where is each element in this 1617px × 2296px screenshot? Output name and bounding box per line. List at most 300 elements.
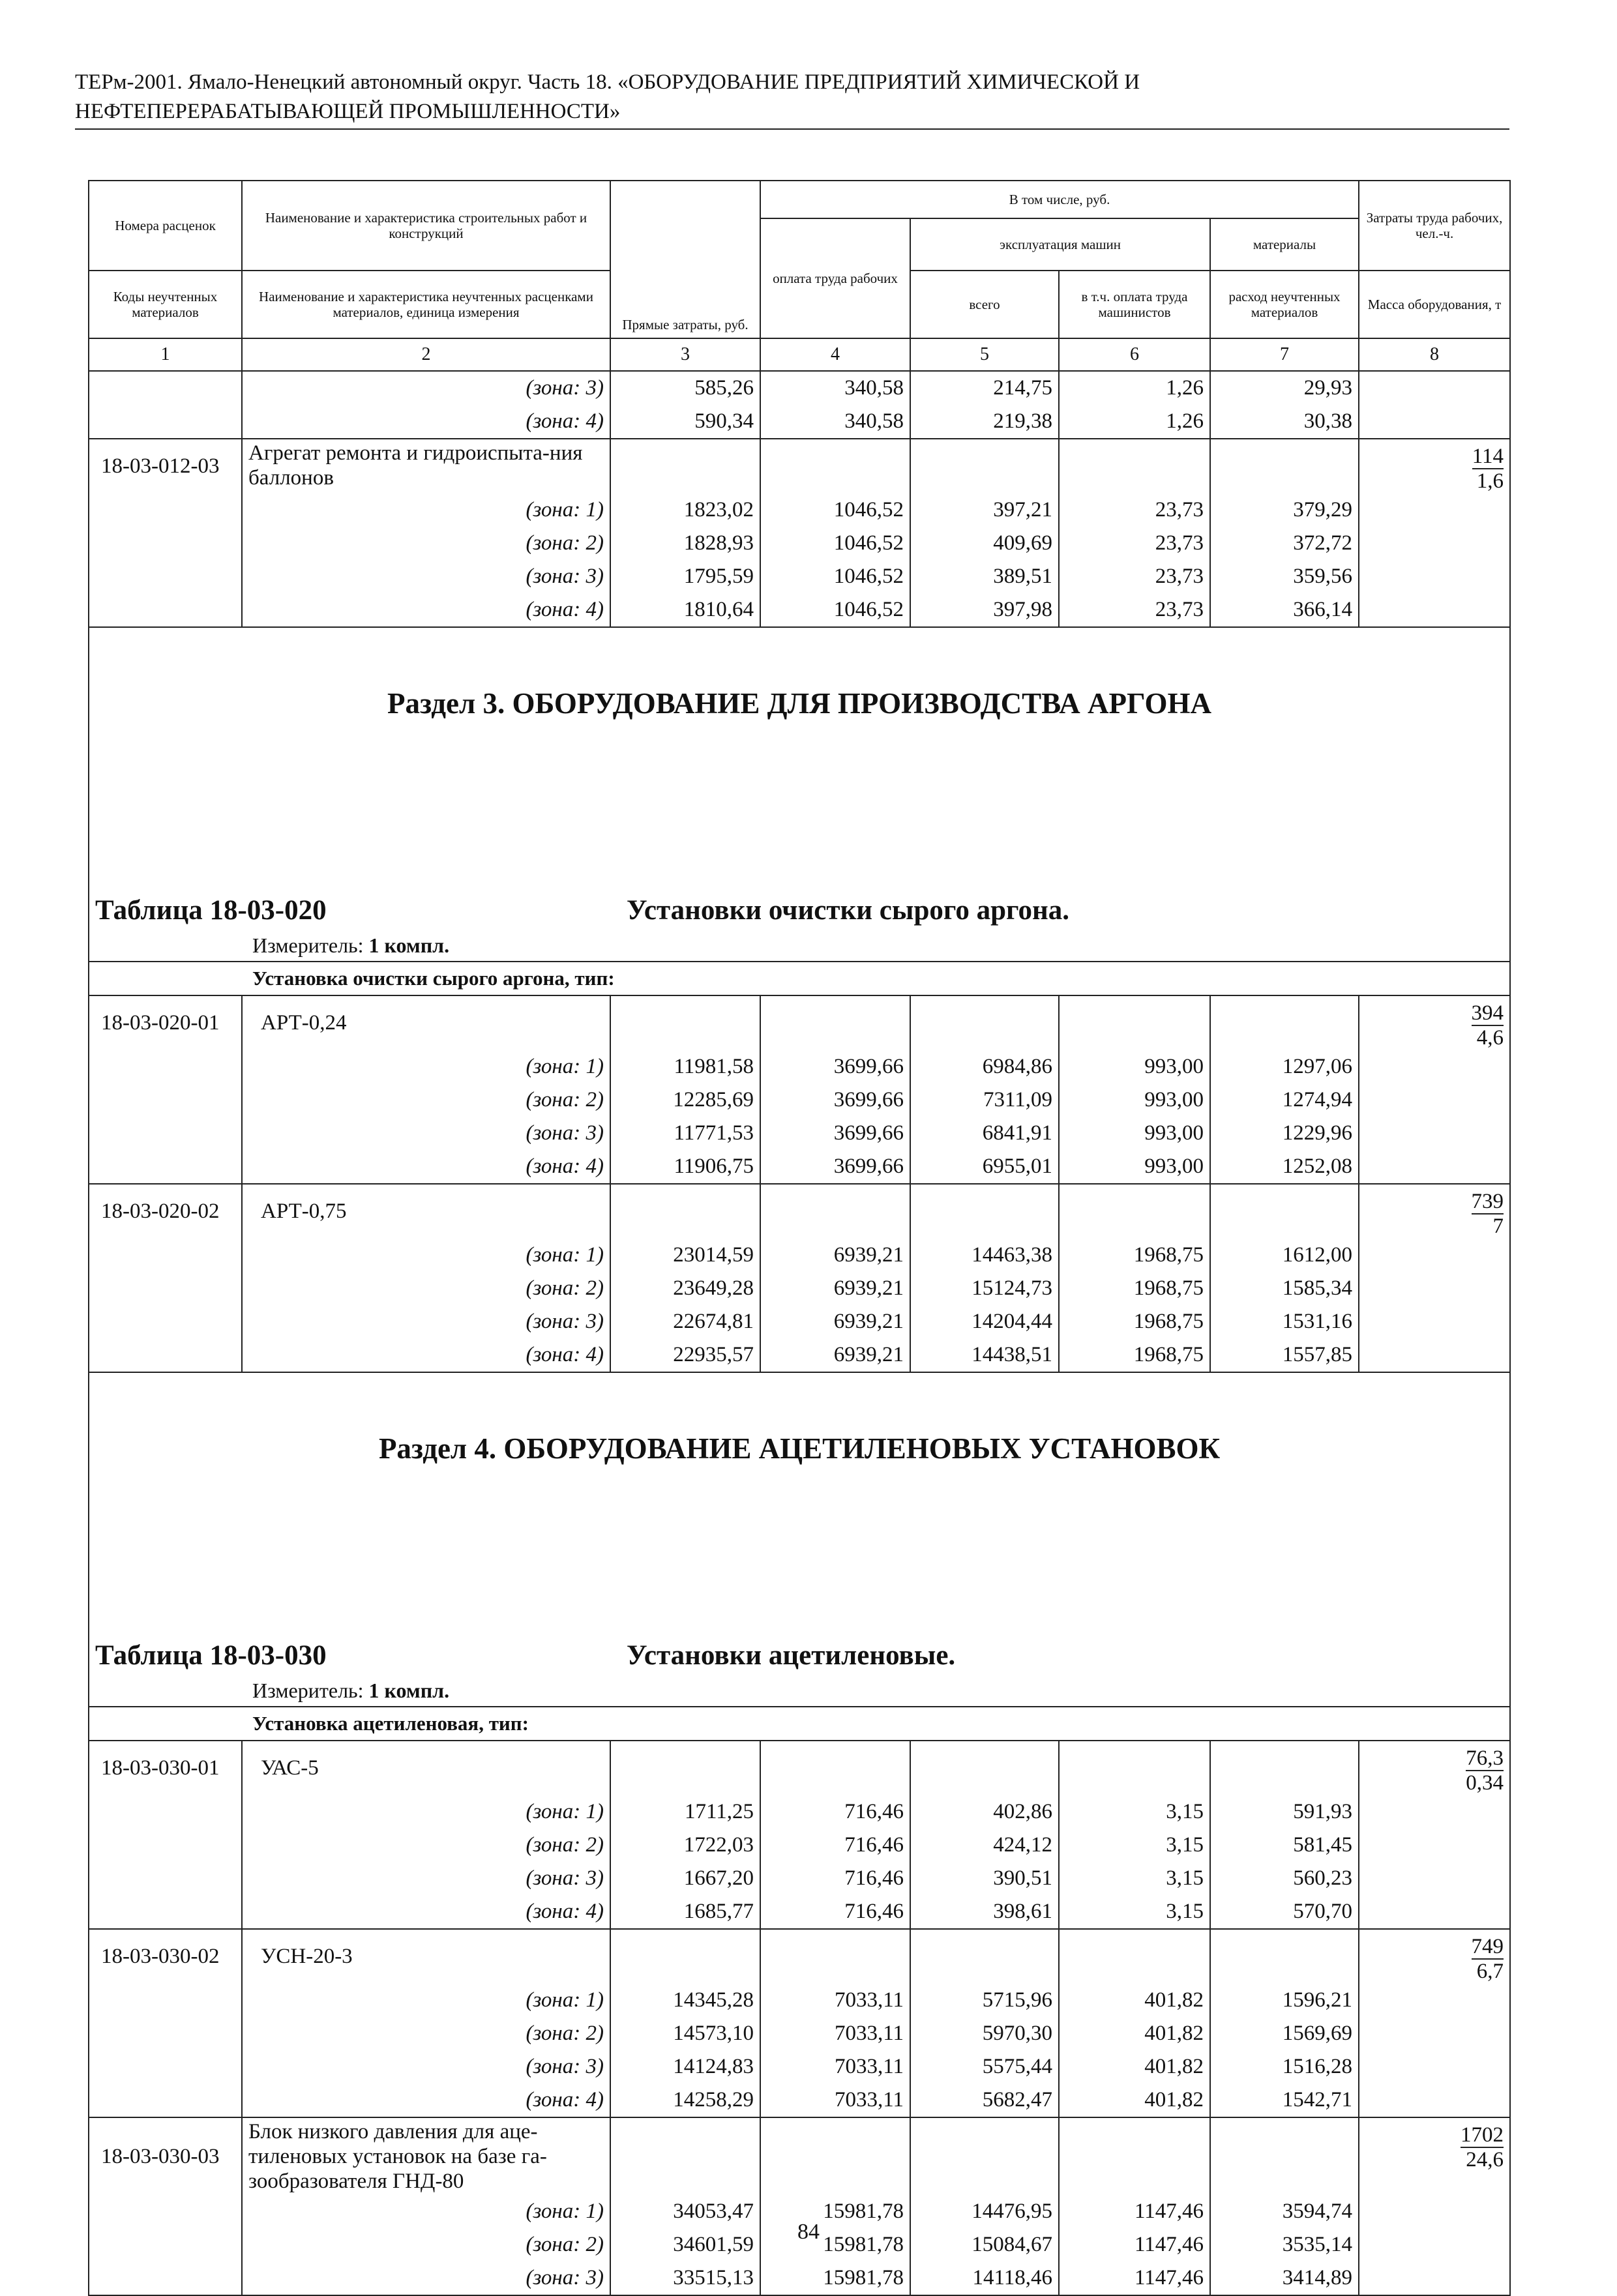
mass-cell: [1359, 493, 1510, 527]
page-header: [75, 68, 1509, 126]
machinist-pay: 1,26: [1059, 405, 1210, 439]
machinist-pay: 1968,75: [1059, 1305, 1210, 1338]
worker-pay: 3699,66: [760, 1117, 910, 1150]
materials-cost: 30,38: [1210, 405, 1359, 439]
zone-label: (зона: 1): [242, 1984, 610, 2017]
worker-pay: 1046,52: [760, 560, 910, 593]
header-line-2: НЕФТЕПЕРЕРАБАТЫВАЮЩЕЙ ПРОМЫШЛЕННОСТИ»: [75, 100, 621, 123]
section-title: Раздел 3. ОБОРУДОВАНИЕ ДЛЯ ПРОИЗВОДСТВА АРГОНА: [89, 627, 1510, 869]
materials-cost: 29,93: [1210, 371, 1359, 405]
direct-cost: 23649,28: [610, 1272, 760, 1305]
table-row: [89, 1117, 1510, 1150]
mass-cell: [1359, 2261, 1510, 2295]
direct-cost: 23014,59: [610, 1239, 760, 1272]
mass-value: 6,7: [1476, 1960, 1504, 1983]
empty-cell: [89, 1117, 242, 1150]
group-heading: Установка очистки сырого аргона, тип:: [89, 962, 1510, 995]
zone-label: (зона: 3): [242, 2050, 610, 2083]
materials-cost: 1557,85: [1210, 1338, 1359, 1372]
materials-cost: 1531,16: [1210, 1305, 1359, 1338]
zone-label: (зона: 2): [242, 2228, 610, 2261]
machinist-pay: 993,00: [1059, 1050, 1210, 1083]
col-number: 5: [910, 338, 1059, 371]
rate-code: 18-03-030-01: [89, 1741, 242, 1795]
machine-total: 7311,09: [910, 1083, 1059, 1117]
machine-total: 6841,91: [910, 1117, 1059, 1150]
section-title: Раздел 4. ОБОРУДОВАНИЕ АЦЕТИЛЕНОВЫХ УСТАНОВОК: [89, 1372, 1510, 1614]
materials-cost: 1274,94: [1210, 1083, 1359, 1117]
zone-label: (зона: 3): [242, 371, 610, 405]
machine-total: 5682,47: [910, 2083, 1059, 2117]
mass-value: 0,34: [1466, 1771, 1504, 1795]
table-row: [89, 1083, 1510, 1117]
rate-code: 18-03-012-03: [89, 439, 242, 493]
zone-label: (зона: 3): [242, 1862, 610, 1895]
materials-cost: 1229,96: [1210, 1117, 1359, 1150]
col-machine-operation: эксплуатация машин: [910, 218, 1210, 271]
empty-cell: [89, 527, 242, 560]
mass-cell: [1359, 1862, 1510, 1895]
worker-pay: 3699,66: [760, 1150, 910, 1184]
labor-mass-cell: [1359, 1929, 1510, 1984]
zone-label: (зона: 1): [242, 1050, 610, 1083]
materials-cost: 379,29: [1210, 493, 1359, 527]
empty-cell: [1210, 2117, 1359, 2195]
direct-cost: 11906,75: [610, 1150, 760, 1184]
col-unaccounted-codes: Коды неучтенных материалов: [89, 271, 242, 338]
mass-cell: [1359, 2050, 1510, 2083]
empty-cell: [610, 1184, 760, 1239]
table-row: [89, 1338, 1510, 1372]
rate-code: 18-03-020-01: [89, 995, 242, 1050]
worker-pay: 7033,11: [760, 2083, 910, 2117]
mass-cell: [1359, 1083, 1510, 1117]
header-rule: [75, 128, 1509, 130]
machine-total: 14438,51: [910, 1338, 1059, 1372]
materials-cost: 1596,21: [1210, 1984, 1359, 2017]
machinist-pay: 23,73: [1059, 593, 1210, 627]
labor-value: 1702: [1461, 2123, 1504, 2147]
materials-cost: 3594,74: [1210, 2195, 1359, 2228]
mass-cell: [1359, 1239, 1510, 1272]
machinist-pay: 3,15: [1059, 1795, 1210, 1829]
table-row: [89, 593, 1510, 627]
empty-cell: [89, 2083, 242, 2117]
labor-mass-cell: [1359, 1184, 1510, 1239]
empty-cell: [1059, 995, 1210, 1050]
direct-cost: 1685,77: [610, 1895, 760, 1929]
machinist-pay: 993,00: [1059, 1083, 1210, 1117]
mass-cell: [1359, 1795, 1510, 1829]
col-unaccounted-names: Наименование и характеристика неучтенных расценками материалов, единица измерения: [242, 271, 610, 338]
direct-cost: 1711,25: [610, 1795, 760, 1829]
direct-cost: 14345,28: [610, 1984, 760, 2017]
mass-cell: [1359, 527, 1510, 560]
empty-cell: [910, 995, 1059, 1050]
machinist-pay: 1968,75: [1059, 1338, 1210, 1372]
labor-mass-cell: [1359, 995, 1510, 1050]
mass-cell: [1359, 1984, 1510, 2017]
worker-pay: 1046,52: [760, 593, 910, 627]
materials-cost: 1585,34: [1210, 1272, 1359, 1305]
machinist-pay: 401,82: [1059, 1984, 1210, 2017]
empty-cell: [89, 560, 242, 593]
worker-pay: 6939,21: [760, 1305, 910, 1338]
worker-pay: 716,46: [760, 1829, 910, 1862]
empty-cell: [89, 1305, 242, 1338]
zone-label: (зона: 2): [242, 2017, 610, 2050]
empty-cell: [89, 2261, 242, 2295]
empty-cell: [89, 405, 242, 439]
worker-pay: 7033,11: [760, 1984, 910, 2017]
mass-cell: [1359, 560, 1510, 593]
direct-cost: 1667,20: [610, 1862, 760, 1895]
machine-total: 219,38: [910, 405, 1059, 439]
item-name: УАС-5: [242, 1741, 610, 1795]
direct-cost: 11981,58: [610, 1050, 760, 1083]
machinist-pay: 1,26: [1059, 371, 1210, 405]
zone-label: (зона: 4): [242, 1150, 610, 1184]
col-in-that-number: В том числе, руб.: [760, 181, 1359, 218]
mass-cell: [1359, 593, 1510, 627]
mass-value: 24,6: [1466, 2148, 1504, 2171]
empty-cell: [89, 1150, 242, 1184]
col-number: 7: [1210, 338, 1359, 371]
page-number: 84: [797, 2220, 820, 2244]
materials-cost: 591,93: [1210, 1795, 1359, 1829]
materials-cost: 366,14: [1210, 593, 1359, 627]
item-row: [89, 995, 1510, 1050]
table-row: [89, 1239, 1510, 1272]
item-row: [89, 1929, 1510, 1984]
empty-cell: [89, 1862, 242, 1895]
unit-prefix: Измеритель:: [252, 933, 364, 957]
zone-label: (зона: 1): [242, 1239, 610, 1272]
labor-value: 76,3: [1466, 1746, 1504, 1770]
direct-cost: 1795,59: [610, 560, 760, 593]
worker-pay: 15981,78: [760, 2228, 910, 2261]
table-row: [89, 2050, 1510, 2083]
empty-cell: [89, 593, 242, 627]
machine-total: 15084,67: [910, 2228, 1059, 2261]
mass-cell: [1359, 1338, 1510, 1372]
mass-cell: [1359, 371, 1510, 405]
col-number: 4: [760, 338, 910, 371]
col-number: 2: [242, 338, 610, 371]
direct-cost: 1823,02: [610, 493, 760, 527]
labor-mass-fraction: [1466, 1746, 1504, 1795]
item-name: АРТ-0,24: [242, 995, 610, 1050]
mass-cell: [1359, 1895, 1510, 1929]
machinist-pay: 3,15: [1059, 1862, 1210, 1895]
labor-mass-cell: [1359, 439, 1510, 493]
table-row: [89, 2261, 1510, 2295]
materials-cost: 560,23: [1210, 1862, 1359, 1895]
mass-cell: [1359, 1150, 1510, 1184]
machine-total: 14204,44: [910, 1305, 1059, 1338]
empty-cell: [610, 1929, 760, 1984]
worker-pay: 1046,52: [760, 493, 910, 527]
machinist-pay: 1147,46: [1059, 2228, 1210, 2261]
materials-cost: 581,45: [1210, 1829, 1359, 1862]
machine-total: 390,51: [910, 1862, 1059, 1895]
empty-cell: [89, 1895, 242, 1929]
empty-cell: [610, 439, 760, 493]
table-row: [89, 493, 1510, 527]
zone-label: (зона: 4): [242, 2083, 610, 2117]
col-unaccounted-consumption: расход неучтенных материалов: [1210, 271, 1359, 338]
rate-code: 18-03-030-03: [89, 2117, 242, 2195]
zone-label: (зона: 4): [242, 405, 610, 439]
zone-label: (зона: 2): [242, 1829, 610, 1862]
machine-total: 14476,95: [910, 2195, 1059, 2228]
worker-pay: 716,46: [760, 1862, 910, 1895]
machinist-pay: 3,15: [1059, 1829, 1210, 1862]
machine-total: 6955,01: [910, 1150, 1059, 1184]
empty-cell: [89, 2050, 242, 2083]
mass-cell: [1359, 1272, 1510, 1305]
machinist-pay: 993,00: [1059, 1150, 1210, 1184]
mass-value: 4,6: [1476, 1026, 1504, 1050]
direct-cost: 14124,83: [610, 2050, 760, 2083]
machine-total: 409,69: [910, 527, 1059, 560]
machine-total: 402,86: [910, 1795, 1059, 1829]
zone-label: (зона: 2): [242, 1083, 610, 1117]
mass-cell: [1359, 1829, 1510, 1862]
empty-cell: [760, 1741, 910, 1795]
table-row: [89, 1984, 1510, 2017]
labor-value: 749: [1471, 1935, 1504, 1958]
item-row: [89, 1184, 1510, 1239]
worker-pay: 6939,21: [760, 1338, 910, 1372]
direct-cost: 22935,57: [610, 1338, 760, 1372]
worker-pay: 340,58: [760, 371, 910, 405]
item-name: АРТ-0,75: [242, 1184, 610, 1239]
empty-cell: [760, 1184, 910, 1239]
machinist-pay: 401,82: [1059, 2017, 1210, 2050]
zone-label: (зона: 1): [242, 493, 610, 527]
worker-pay: 716,46: [760, 1895, 910, 1929]
empty-cell: [89, 1795, 242, 1829]
worker-pay: 6939,21: [760, 1239, 910, 1272]
unit-value: 1 компл.: [368, 1678, 450, 1702]
rate-code: 18-03-030-02: [89, 1929, 242, 1984]
table-row: [89, 405, 1510, 439]
direct-cost: 33515,13: [610, 2261, 760, 2295]
labor-value: 739: [1471, 1190, 1504, 1213]
zone-label: (зона: 3): [242, 1117, 610, 1150]
empty-cell: [89, 1239, 242, 1272]
mass-cell: [1359, 1305, 1510, 1338]
empty-cell: [1059, 1184, 1210, 1239]
labor-mass-cell: [1359, 2117, 1510, 2195]
worker-pay: 15981,78: [760, 2261, 910, 2295]
materials-cost: 359,56: [1210, 560, 1359, 593]
zone-label: (зона: 2): [242, 527, 610, 560]
direct-cost: 590,34: [610, 405, 760, 439]
table-row: [89, 1150, 1510, 1184]
empty-cell: [89, 1083, 242, 1117]
materials-cost: 1252,08: [1210, 1150, 1359, 1184]
empty-cell: [910, 2117, 1059, 2195]
labor-mass-fraction: [1472, 1001, 1504, 1050]
empty-cell: [760, 2117, 910, 2195]
rates-table: [88, 180, 1511, 2296]
labor-value: 114: [1472, 445, 1504, 468]
empty-cell: [760, 1929, 910, 1984]
machine-total: 15124,73: [910, 1272, 1059, 1305]
table-row: [89, 1829, 1510, 1862]
worker-pay: 7033,11: [760, 2050, 910, 2083]
direct-cost: 22674,81: [610, 1305, 760, 1338]
direct-cost: 11771,53: [610, 1117, 760, 1150]
labor-mass-fraction: [1461, 2123, 1504, 2171]
worker-pay: 716,46: [760, 1795, 910, 1829]
table-row: [89, 2083, 1510, 2117]
col-rate-numbers: Номера расценок: [89, 181, 242, 271]
labor-value: 394: [1471, 1001, 1504, 1025]
empty-cell: [610, 2117, 760, 2195]
empty-cell: [760, 995, 910, 1050]
machine-total: 214,75: [910, 371, 1059, 405]
header-line-1: ТЕРм-2001. Ямало-Ненецкий автономный округ. Часть 18. «ОБОРУДОВАНИЕ ПРЕДПРИЯТИЙ ХИМИЧЕСКОЙ И: [75, 70, 1140, 94]
unit-of-measure: [89, 930, 1510, 962]
machine-total: 5575,44: [910, 2050, 1059, 2083]
zone-label: (зона: 1): [242, 2195, 610, 2228]
unit-prefix: Измеритель:: [252, 1678, 364, 1702]
machinist-pay: 401,82: [1059, 2050, 1210, 2083]
mass-cell: [1359, 2017, 1510, 2050]
zone-label: (зона: 3): [242, 1305, 610, 1338]
mass-cell: [1359, 405, 1510, 439]
materials-cost: 1297,06: [1210, 1050, 1359, 1083]
direct-cost: 12285,69: [610, 1083, 760, 1117]
col-number: 3: [610, 338, 760, 371]
labor-mass-cell: [1359, 1741, 1510, 1795]
machine-total: 397,21: [910, 493, 1059, 527]
col-machine-total: всего: [910, 271, 1059, 338]
machine-total: 14463,38: [910, 1239, 1059, 1272]
item-name: Агрегат ремонта и гидроиспыта-ния баллонов: [242, 439, 610, 493]
worker-pay: 3699,66: [760, 1050, 910, 1083]
group-heading: Установка ацетиленовая, тип:: [89, 1707, 1510, 1741]
col-equipment-mass: Масса оборудования, т: [1359, 271, 1510, 338]
item-row: [89, 439, 1510, 493]
table-row: [89, 1272, 1510, 1305]
empty-cell: [1210, 995, 1359, 1050]
machinist-pay: 3,15: [1059, 1895, 1210, 1929]
machinist-pay: 1147,46: [1059, 2261, 1210, 2295]
worker-pay: 340,58: [760, 405, 910, 439]
labor-mass-fraction: [1472, 445, 1504, 493]
zone-label: (зона: 4): [242, 1895, 610, 1929]
machine-total: 397,98: [910, 593, 1059, 627]
empty-cell: [89, 1050, 242, 1083]
table-name: Установки очистки сырого аргона.: [610, 869, 1510, 930]
mass-cell: [1359, 2083, 1510, 2117]
table-row: [89, 371, 1510, 405]
materials-cost: 570,70: [1210, 1895, 1359, 1929]
empty-cell: [910, 1741, 1059, 1795]
empty-cell: [910, 1929, 1059, 1984]
direct-cost: 14258,29: [610, 2083, 760, 2117]
machine-total: 398,61: [910, 1895, 1059, 1929]
item-name: Блок низкого давления для аце-тиленовых установок на базе га-зообразователя ГНД-80: [242, 2117, 610, 2195]
empty-cell: [760, 439, 910, 493]
empty-cell: [89, 371, 242, 405]
machine-total: 14118,46: [910, 2261, 1059, 2295]
labor-mass-fraction: [1472, 1935, 1504, 1983]
empty-cell: [1059, 1741, 1210, 1795]
machinist-pay: 23,73: [1059, 527, 1210, 560]
empty-cell: [1210, 1184, 1359, 1239]
machine-total: 6984,86: [910, 1050, 1059, 1083]
col-number: 8: [1359, 338, 1510, 371]
table-name: Установки ацетиленовые.: [610, 1614, 1510, 1675]
table-row: [89, 1305, 1510, 1338]
machinist-pay: 23,73: [1059, 560, 1210, 593]
machine-total: 389,51: [910, 560, 1059, 593]
empty-cell: [89, 1338, 242, 1372]
machinist-pay: 1968,75: [1059, 1239, 1210, 1272]
worker-pay: 3699,66: [760, 1083, 910, 1117]
unit-of-measure: [89, 1675, 1510, 1707]
empty-cell: [1210, 1741, 1359, 1795]
machinist-pay: 23,73: [1059, 493, 1210, 527]
zone-label: (зона: 3): [242, 560, 610, 593]
col-materials: материалы: [1210, 218, 1359, 271]
zone-label: (зона: 4): [242, 593, 610, 627]
machine-total: 5715,96: [910, 1984, 1059, 2017]
materials-cost: 3414,89: [1210, 2261, 1359, 2295]
machine-total: 424,12: [910, 1829, 1059, 1862]
item-name: УСН-20-3: [242, 1929, 610, 1984]
mass-cell: [1359, 1117, 1510, 1150]
machinist-pay: 1147,46: [1059, 2195, 1210, 2228]
col-number: 1: [89, 338, 242, 371]
table-row: [89, 1862, 1510, 1895]
machinist-pay: 993,00: [1059, 1117, 1210, 1150]
zone-label: (зона: 1): [242, 1795, 610, 1829]
labor-mass-fraction: [1472, 1190, 1504, 1238]
direct-cost: 34053,47: [610, 2195, 760, 2228]
empty-cell: [1210, 1929, 1359, 1984]
empty-cell: [1059, 1929, 1210, 1984]
mass-value: 7: [1492, 1214, 1504, 1238]
worker-pay: 1046,52: [760, 527, 910, 560]
machinist-pay: 1968,75: [1059, 1272, 1210, 1305]
worker-pay: 7033,11: [760, 2017, 910, 2050]
machinist-pay: 401,82: [1059, 2083, 1210, 2117]
mass-value: 1,6: [1476, 469, 1504, 493]
col-machinist-pay: в т.ч. оплата труда машинистов: [1059, 271, 1210, 338]
table-row: [89, 2017, 1510, 2050]
col-direct-costs: Прямые затраты, руб.: [610, 181, 760, 338]
direct-cost: 1810,64: [610, 593, 760, 627]
table-label: Таблица 18-03-030: [89, 1614, 610, 1675]
direct-cost: 585,26: [610, 371, 760, 405]
empty-cell: [1059, 2117, 1210, 2195]
item-row: [89, 1741, 1510, 1795]
unit-value: 1 компл.: [368, 933, 450, 957]
col-work-name: Наименование и характеристика строительных работ и конструкций: [242, 181, 610, 271]
zone-label: (зона: 2): [242, 1272, 610, 1305]
empty-cell: [89, 1829, 242, 1862]
direct-cost: 14573,10: [610, 2017, 760, 2050]
empty-cell: [89, 2017, 242, 2050]
table-row: [89, 1050, 1510, 1083]
empty-cell: [910, 439, 1059, 493]
